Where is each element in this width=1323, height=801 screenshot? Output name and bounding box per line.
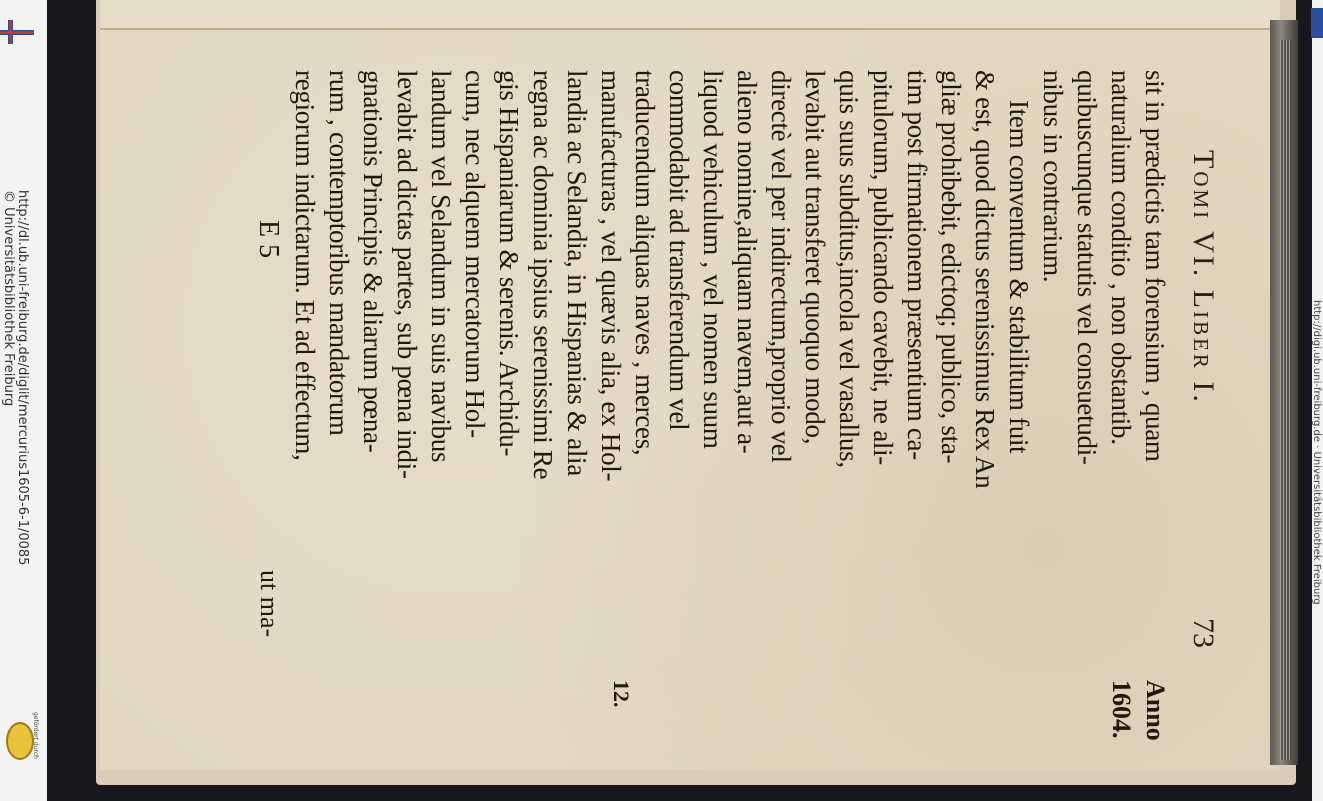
- page-body: [288, 70, 1172, 670]
- text-line: manufacturas , vel quævis alia, ex Hol-: [596, 70, 626, 482]
- page-footer: [250, 70, 284, 670]
- flag-icon: [0, 20, 34, 44]
- text-line: levabit aut transferet quoquo modo,: [800, 70, 830, 445]
- page-text-area: [230, 70, 1230, 741]
- text-line: directè vel per indirectum,proprio vel: [766, 70, 796, 463]
- text-line: gis Hispaniarum & serenis. Archidu-: [494, 70, 524, 457]
- catchword: ut ma-: [255, 570, 284, 638]
- margin-note: 12.: [609, 680, 634, 708]
- margin-note: Anno: [1141, 680, 1170, 741]
- text-line: nibus in contrarium.: [1038, 70, 1068, 283]
- text-line: landia ac Selandia, in Hispanias & alia: [562, 70, 592, 476]
- text-line: alieno nomine,aliquam navem,aut a-: [732, 70, 762, 454]
- sponsor-seal-icon: [6, 722, 34, 760]
- margin-note: 1604.: [1107, 680, 1136, 739]
- text-line: liquod vehiculum , vel nomen suum: [698, 70, 728, 449]
- previous-page-edge: [100, 0, 1280, 30]
- page-number: 73: [1187, 618, 1220, 648]
- text-line: tim post firmationem præsentium ca-: [902, 70, 932, 460]
- running-head: Tomi VI. Liber I.: [1187, 150, 1220, 405]
- text-line: commodabit ad transferendum vel: [664, 70, 694, 431]
- text-line: gnationis Principis & aliarum pœna-: [358, 70, 388, 453]
- text-line: gliæ prohibebit, edictoq; publico, sta-: [936, 70, 966, 464]
- text-line: Item conventum & stabilitum fuit: [1004, 100, 1034, 454]
- text-line: quibuscunque statutis vel consuetudi-: [1072, 70, 1102, 465]
- flag-icon: [1311, 8, 1323, 38]
- right-margin-label: http://digi.ub.uni-freiburg.de · Universitätsbibliothek Freiburg: [1311, 300, 1322, 605]
- text-line: cum, nec alquem mercatorum Hol-: [460, 70, 490, 438]
- text-line: regiorum indictarum. Et ad effectum,: [290, 70, 320, 461]
- text-line: sit in prædictis tam forensium , quam: [1140, 70, 1170, 462]
- page-stack: [1280, 40, 1292, 760]
- viewer-left-margin: [0, 0, 47, 801]
- sponsor-label: gefördert durch: [32, 712, 39, 759]
- copyright-notice: © Universitätsbibliothek Freiburg: [1, 190, 16, 407]
- text-line: regna ac dominia ipsius serenissimi Re: [528, 70, 558, 480]
- text-line: pitulorum, publicando cavebit, ne ali-: [868, 70, 898, 465]
- signature-mark: E 5: [253, 220, 284, 259]
- text-line: & est, quod dictus serenissimus Rex An: [970, 70, 1000, 489]
- text-line: traducendum aliquas naves , merces,: [630, 70, 660, 456]
- document-url[interactable]: http://dl.ub.uni-freiburg.de/diglit/mercurius1605-6-1/0085: [15, 190, 30, 566]
- text-line: levabit ad dictas partes, sub pœna indi-: [392, 70, 422, 479]
- text-line: rum , contemptoribus mandatorum: [324, 70, 354, 436]
- page-header: [1180, 70, 1220, 670]
- text-line: quis suus subditus,incola vel vasallus,: [834, 70, 864, 468]
- margin-notes: [604, 680, 1172, 750]
- text-line: naturalium conditio , non obstantib.: [1106, 70, 1136, 445]
- text-line: landum vel Selandum in suis navibus: [426, 70, 456, 463]
